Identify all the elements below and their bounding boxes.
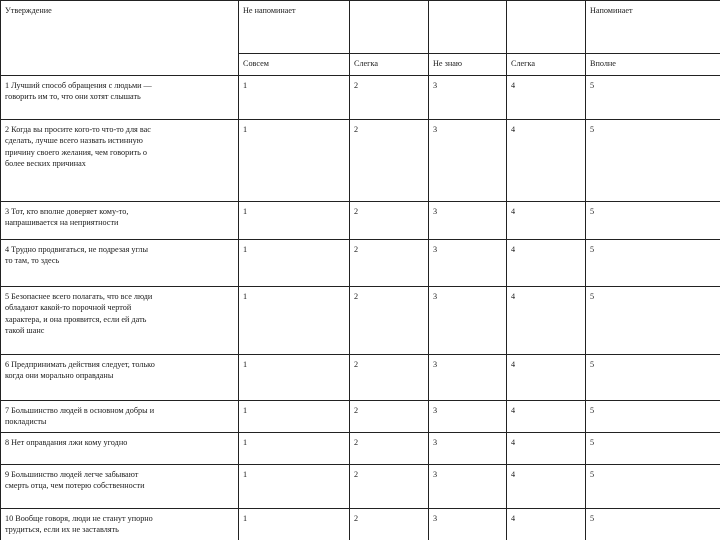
- header-left-anchor: Не напоминает: [243, 6, 296, 15]
- score-cell[interactable]: [429, 509, 507, 540]
- score-value: 4: [511, 514, 516, 523]
- score-value: 5: [590, 207, 595, 216]
- score-cell[interactable]: [586, 120, 720, 202]
- score-cell[interactable]: [350, 433, 429, 465]
- scale-label-cell: [507, 54, 586, 76]
- score-value: 2: [354, 406, 359, 415]
- score-value: 5: [590, 292, 595, 301]
- table-row: [1, 433, 720, 465]
- score-cell[interactable]: [507, 433, 586, 465]
- statement-cell: [1, 202, 239, 240]
- score-value: 1: [243, 81, 248, 90]
- header-right-anchor-cell: [586, 1, 720, 54]
- score-cell[interactable]: [350, 202, 429, 240]
- score-value: 5: [590, 406, 595, 415]
- table-row: [1, 287, 720, 355]
- score-value: 1: [243, 406, 248, 415]
- score-value: 4: [511, 125, 516, 134]
- scale-label: Вполне: [590, 59, 616, 68]
- table-row: [1, 401, 720, 433]
- statement-cell: [1, 240, 239, 287]
- score-cell[interactable]: [239, 355, 350, 401]
- header-row-anchors: [1, 1, 720, 54]
- statement-cell: [1, 433, 239, 465]
- table-row: [1, 240, 720, 287]
- scale-label-cell: [350, 54, 429, 76]
- score-value: 3: [433, 292, 438, 301]
- score-cell[interactable]: [507, 465, 586, 509]
- scale-label: Слегка: [354, 59, 379, 68]
- score-value: 2: [354, 207, 359, 216]
- header-blank-cell: [350, 1, 429, 54]
- score-value: 3: [433, 514, 438, 523]
- score-value: 4: [511, 81, 516, 90]
- score-value: 2: [354, 438, 359, 447]
- score-value: 4: [511, 245, 516, 254]
- score-cell[interactable]: [507, 355, 586, 401]
- statement-text: 9 Большинство людей легче забывают смерть отца, чем потерю собственности: [5, 470, 145, 491]
- score-value: 2: [354, 125, 359, 134]
- score-value: 5: [590, 125, 595, 134]
- score-value: 3: [433, 438, 438, 447]
- score-value: 3: [433, 125, 438, 134]
- score-cell[interactable]: [350, 465, 429, 509]
- table-row: [1, 355, 720, 401]
- score-cell[interactable]: [586, 76, 720, 120]
- score-value: 4: [511, 406, 516, 415]
- statement-text: 2 Когда вы просите кого-то что-то для вас сделать, лучше всего назвать истинную причину своего желания, чем говорить о более веских причинах: [5, 125, 151, 169]
- score-cell[interactable]: [350, 401, 429, 433]
- header-statement-label: Утверждение: [5, 6, 52, 15]
- score-value: 3: [433, 406, 438, 415]
- table-row: [1, 509, 720, 540]
- score-value: 2: [354, 292, 359, 301]
- score-value: 1: [243, 514, 248, 523]
- score-value: 3: [433, 360, 438, 369]
- statement-cell: [1, 509, 239, 540]
- score-value: 2: [354, 360, 359, 369]
- scale-label-cell: [586, 54, 720, 76]
- score-value: 4: [511, 438, 516, 447]
- score-value: 1: [243, 292, 248, 301]
- score-value: 3: [433, 470, 438, 479]
- score-value: 4: [511, 207, 516, 216]
- table-row: [1, 76, 720, 120]
- score-value: 1: [243, 207, 248, 216]
- scale-label-cell: [429, 54, 507, 76]
- score-cell[interactable]: [239, 240, 350, 287]
- table-row: [1, 465, 720, 509]
- score-cell[interactable]: [586, 433, 720, 465]
- score-cell[interactable]: [429, 401, 507, 433]
- score-value: 1: [243, 438, 248, 447]
- score-cell[interactable]: [507, 76, 586, 120]
- score-value: 2: [354, 470, 359, 479]
- score-cell[interactable]: [429, 465, 507, 509]
- score-value: 1: [243, 245, 248, 254]
- score-cell[interactable]: [507, 120, 586, 202]
- statement-cell: [1, 465, 239, 509]
- scale-label: Слегка: [511, 59, 536, 68]
- statement-cell: [1, 287, 239, 355]
- scale-label-cell: [239, 54, 350, 76]
- score-value: 3: [433, 245, 438, 254]
- score-cell[interactable]: [350, 287, 429, 355]
- statement-cell: [1, 120, 239, 202]
- header-left-anchor-cell: [239, 1, 350, 54]
- score-value: 5: [590, 81, 595, 90]
- score-cell[interactable]: [239, 202, 350, 240]
- scale-label: Совсем: [243, 59, 269, 68]
- header-right-anchor: Напоминает: [590, 6, 633, 15]
- statement-cell: [1, 401, 239, 433]
- score-value: 2: [354, 245, 359, 254]
- score-cell[interactable]: [586, 202, 720, 240]
- score-cell[interactable]: [239, 76, 350, 120]
- score-value: 3: [433, 207, 438, 216]
- score-cell[interactable]: [507, 240, 586, 287]
- score-cell[interactable]: [586, 509, 720, 540]
- statement-text: 7 Большинство людей в основном добры и покладисты: [5, 406, 155, 427]
- scale-label: Не знаю: [433, 59, 462, 68]
- statement-text: 3 Тот, кто вполне доверяет кому-то, напрашивается на неприятности: [5, 207, 129, 228]
- statement-cell: [1, 76, 239, 120]
- statement-text: 5 Безопаснее всего полагать, что все люди обладают какой-то порочной чертой характера, и она проявится, если ей дать такой шанс: [5, 292, 153, 336]
- score-cell[interactable]: [586, 240, 720, 287]
- score-cell[interactable]: [239, 401, 350, 433]
- score-value: 5: [590, 245, 595, 254]
- statement-text: 6 Предпринимать действия следует, только когда они морально оправданы: [5, 360, 155, 381]
- statement-cell: [1, 355, 239, 401]
- score-value: 1: [243, 360, 248, 369]
- score-value: 2: [354, 81, 359, 90]
- score-cell[interactable]: [429, 433, 507, 465]
- score-value: 1: [243, 470, 248, 479]
- score-cell[interactable]: [350, 120, 429, 202]
- score-value: 5: [590, 360, 595, 369]
- score-cell[interactable]: [350, 355, 429, 401]
- score-cell[interactable]: [429, 240, 507, 287]
- score-cell[interactable]: [429, 120, 507, 202]
- score-cell[interactable]: [429, 287, 507, 355]
- score-cell[interactable]: [350, 76, 429, 120]
- table-row: [1, 202, 720, 240]
- score-cell[interactable]: [429, 202, 507, 240]
- score-cell[interactable]: [350, 509, 429, 540]
- score-cell[interactable]: [507, 401, 586, 433]
- score-cell[interactable]: [239, 509, 350, 540]
- score-value: 5: [590, 514, 595, 523]
- score-cell[interactable]: [239, 287, 350, 355]
- score-value: 4: [511, 292, 516, 301]
- score-value: 1: [243, 125, 248, 134]
- score-value: 2: [354, 514, 359, 523]
- score-cell[interactable]: [429, 76, 507, 120]
- score-cell[interactable]: [586, 287, 720, 355]
- statement-text: 1 Лучший способ обращения с людьми — говорить им то, что они хотят слышать: [5, 81, 152, 102]
- score-cell[interactable]: [239, 120, 350, 202]
- statement-text: 8 Нет оправдания лжи кому угодно: [5, 438, 128, 447]
- score-cell[interactable]: [586, 465, 720, 509]
- score-cell[interactable]: [429, 355, 507, 401]
- score-cell[interactable]: [507, 287, 586, 355]
- score-cell[interactable]: [507, 202, 586, 240]
- score-value: 3: [433, 81, 438, 90]
- score-cell[interactable]: [239, 433, 350, 465]
- score-value: 4: [511, 360, 516, 369]
- statement-text: 10 Вообще говоря, люди не станут упорно трудиться, если их не заставлять: [5, 514, 153, 535]
- header-blank-cell: [429, 1, 507, 54]
- score-cell[interactable]: [507, 509, 586, 540]
- header-statement-cell: [1, 1, 239, 76]
- statement-text: 4 Трудно продвигаться, не подрезая углы то там, то здесь: [5, 245, 149, 266]
- score-cell[interactable]: [586, 355, 720, 401]
- score-value: 5: [590, 470, 595, 479]
- score-cell[interactable]: [586, 401, 720, 433]
- score-cell[interactable]: [350, 240, 429, 287]
- score-value: 4: [511, 470, 516, 479]
- survey-table-body: [1, 1, 720, 540]
- score-cell[interactable]: [239, 465, 350, 509]
- score-value: 5: [590, 438, 595, 447]
- header-blank-cell: [507, 1, 586, 54]
- table-row: [1, 120, 720, 202]
